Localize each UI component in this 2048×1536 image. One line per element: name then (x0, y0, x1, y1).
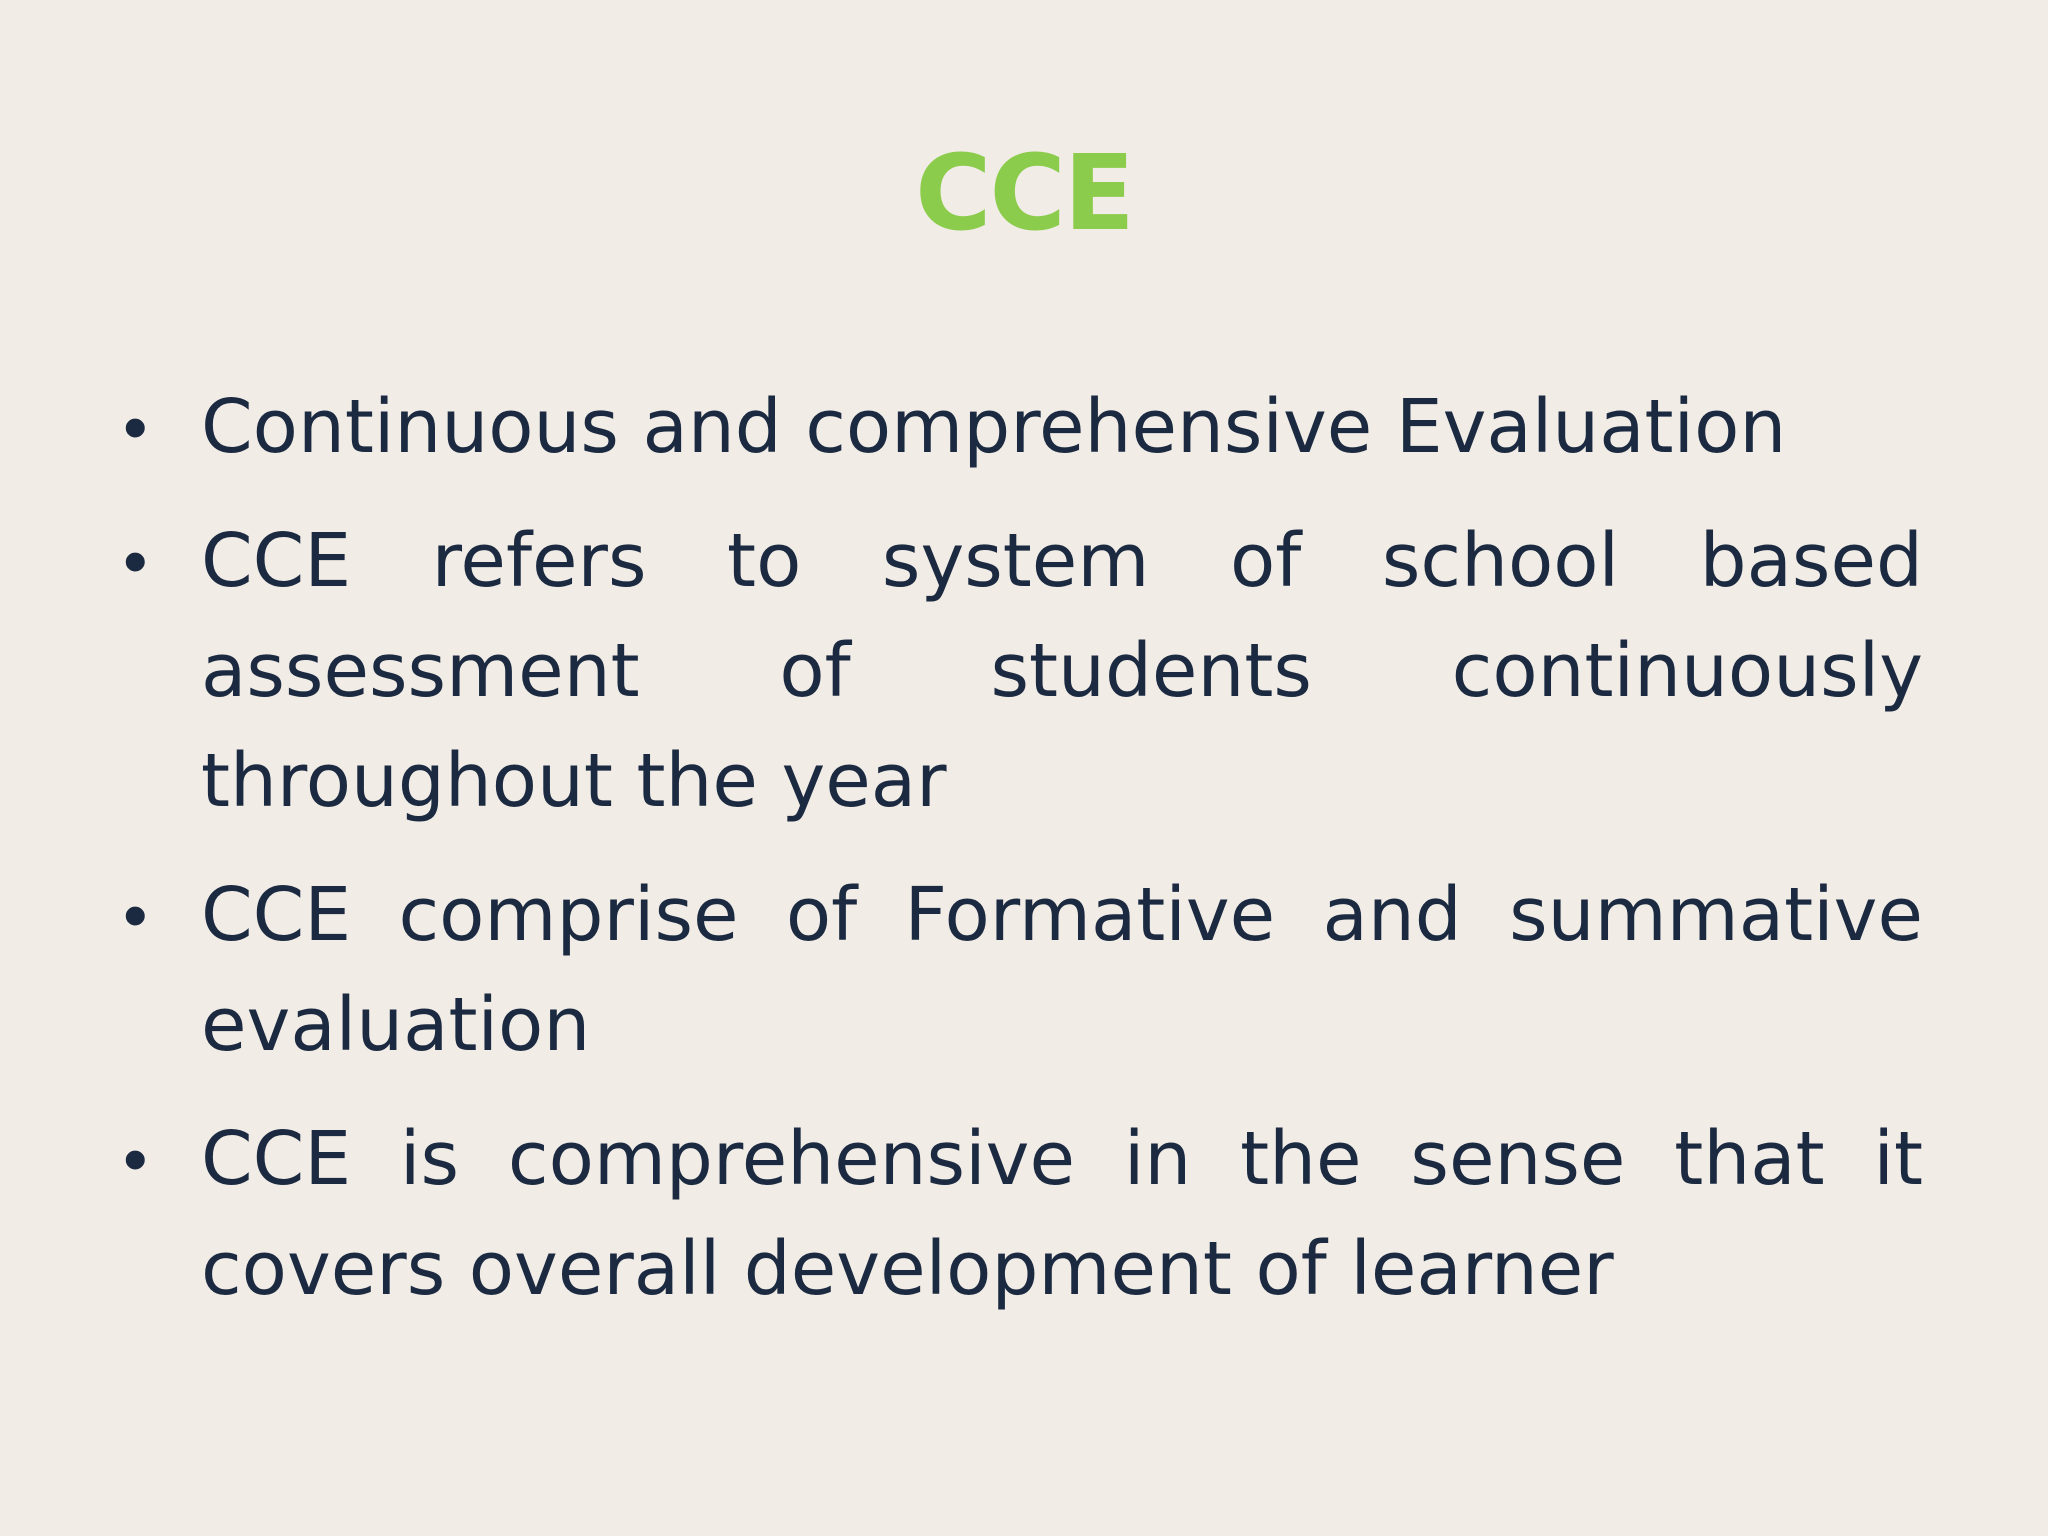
bullet-text: CCE refers to system of school based assessment of students continuously throughout the year (201, 518, 1923, 824)
bullet-dot-icon: • (123, 876, 148, 954)
bullet-item (0, 860, 2048, 1080)
bullet-dot-icon: • (123, 522, 148, 600)
bullet-dot-icon: • (123, 388, 148, 466)
bullet-text: CCE comprise of Formative and summative evaluation (201, 872, 1923, 1068)
bullet-dot-icon: • (123, 1120, 148, 1198)
bullet-text: CCE is comprehensive in the sense that it covers overall development of learner (201, 1116, 1923, 1312)
bullet-item (0, 372, 2048, 482)
slide-title: CCE (915, 132, 1133, 254)
bullet-text: Continuous and comprehensive Evaluation (201, 384, 1787, 470)
bullet-item (0, 1104, 2048, 1324)
bullet-item (0, 506, 2048, 836)
bullet-list (0, 372, 2048, 1348)
